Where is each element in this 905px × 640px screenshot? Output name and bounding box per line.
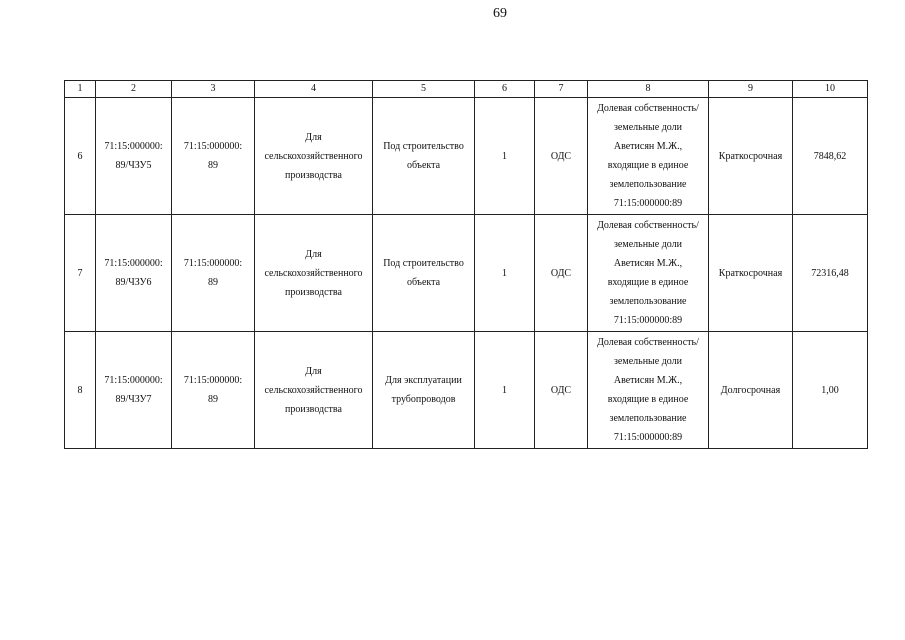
code-cell: ОДС — [535, 98, 588, 215]
page-number: 69 — [493, 6, 507, 21]
row-number-cell: 8 — [65, 332, 96, 449]
row-number-cell: 6 — [65, 98, 96, 215]
cadastral-number-cell: 71:15:000000: 89 — [172, 215, 255, 332]
column-header: 2 — [96, 81, 172, 98]
column-header: 10 — [793, 81, 868, 98]
area-cell: 7848,62 — [793, 98, 868, 215]
term-cell: Долгосрочная — [709, 332, 793, 449]
column-header: 4 — [255, 81, 373, 98]
table-row — [65, 332, 868, 449]
cadastral-number-cell: 71:15:000000: 89 — [172, 98, 255, 215]
area-cell: 72316,48 — [793, 215, 868, 332]
area-cell: 1,00 — [793, 332, 868, 449]
column-header: 8 — [588, 81, 709, 98]
land-category-cell: Для сельскохозяйственного производства — [255, 98, 373, 215]
column-header: 7 — [535, 81, 588, 98]
land-plots-table — [64, 80, 868, 449]
usage-purpose-cell: Под строительство объекта — [373, 98, 475, 215]
column-header: 9 — [709, 81, 793, 98]
term-cell: Краткосрочная — [709, 215, 793, 332]
zone-number-cell: 71:15:000000: 89/ЧЗУ7 — [96, 332, 172, 449]
table-row — [65, 98, 868, 215]
count-cell: 1 — [475, 215, 535, 332]
code-cell: ОДС — [535, 332, 588, 449]
ownership-cell: Долевая собственность/ земельные доли Аветисян М.Ж., входящие в единое землепользование 71:15:000000:89 — [588, 98, 709, 215]
usage-purpose-cell: Под строительство объекта — [373, 215, 475, 332]
column-header: 3 — [172, 81, 255, 98]
table-row — [65, 215, 868, 332]
term-cell: Краткосрочная — [709, 98, 793, 215]
table-header-row — [65, 81, 868, 98]
land-category-cell: Для сельскохозяйственного производства — [255, 215, 373, 332]
usage-purpose-cell: Для эксплуатации трубопроводов — [373, 332, 475, 449]
zone-number-cell: 71:15:000000: 89/ЧЗУ6 — [96, 215, 172, 332]
land-category-cell: Для сельскохозяйственного производства — [255, 332, 373, 449]
ownership-cell: Долевая собственность/ земельные доли Аветисян М.Ж., входящие в единое землепользование 71:15:000000:89 — [588, 332, 709, 449]
cadastral-number-cell: 71:15:000000: 89 — [172, 332, 255, 449]
count-cell: 1 — [475, 332, 535, 449]
column-header: 5 — [373, 81, 475, 98]
row-number-cell: 7 — [65, 215, 96, 332]
ownership-cell: Долевая собственность/ земельные доли Аветисян М.Ж., входящие в единое землепользование 71:15:000000:89 — [588, 215, 709, 332]
column-header: 1 — [65, 81, 96, 98]
code-cell: ОДС — [535, 215, 588, 332]
column-header: 6 — [475, 81, 535, 98]
zone-number-cell: 71:15:000000: 89/ЧЗУ5 — [96, 98, 172, 215]
count-cell: 1 — [475, 98, 535, 215]
